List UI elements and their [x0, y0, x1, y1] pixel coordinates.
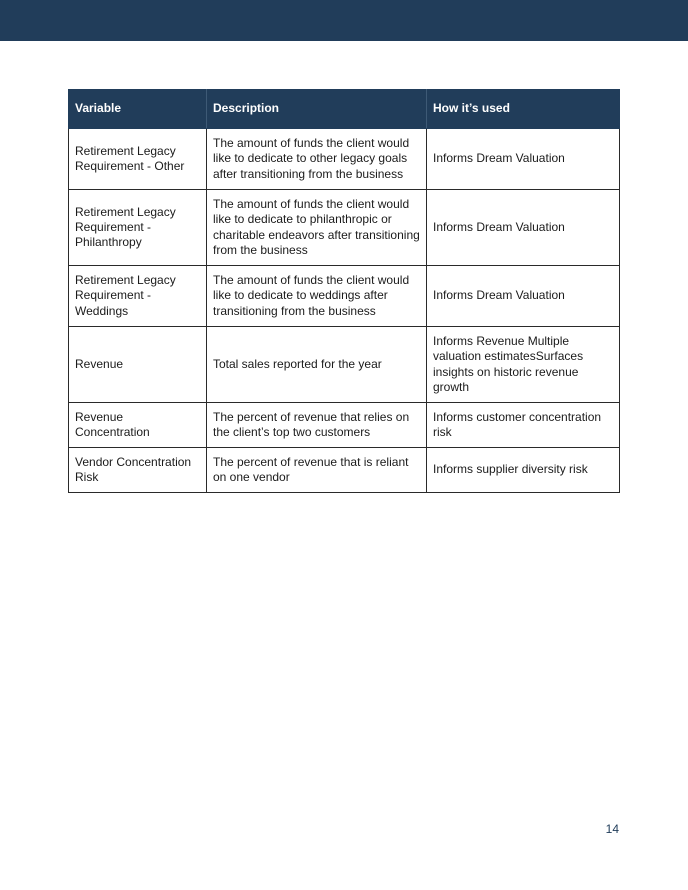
- variable-cell: Retirement Legacy Requirement - Other: [69, 129, 207, 190]
- table-row: [69, 129, 620, 190]
- variable-cell: Retirement Legacy Requirement - Philanthropy: [69, 190, 207, 266]
- usage-cell: Informs Dream Valuation: [427, 266, 620, 327]
- usage-cell: Informs Revenue Multiple valuation estimatesSurfaces insights on historic revenue growth: [427, 327, 620, 403]
- usage-cell: Informs supplier diversity risk: [427, 448, 620, 493]
- variable-cell: Revenue: [69, 327, 207, 403]
- variable-cell: Revenue Concentration: [69, 403, 207, 448]
- description-cell: The percent of revenue that relies on the client’s top two customers: [207, 403, 427, 448]
- variable-cell: Retirement Legacy Requirement - Weddings: [69, 266, 207, 327]
- description-cell: The amount of funds the client would like to dedicate to philanthropic or charitable endeavors after transitioning from the business: [207, 190, 427, 266]
- usage-cell: Informs Dream Valuation: [427, 129, 620, 190]
- description-cell: The amount of funds the client would like to dedicate to weddings after transitioning from the business: [207, 266, 427, 327]
- table-row: [69, 266, 620, 327]
- usage-cell: Informs customer concentration risk: [427, 403, 620, 448]
- table-row: [69, 327, 620, 403]
- column-header-usage: How it’s used: [427, 90, 620, 129]
- variables-table: [68, 89, 620, 493]
- column-header-variable: Variable: [69, 90, 207, 129]
- variable-cell: Vendor Concentration Risk: [69, 448, 207, 493]
- top-header-band: [0, 0, 688, 41]
- description-cell: The percent of revenue that is reliant on one vendor: [207, 448, 427, 493]
- usage-cell: Informs Dream Valuation: [427, 190, 620, 266]
- description-cell: The amount of funds the client would like to dedicate to other legacy goals after transitioning from the business: [207, 129, 427, 190]
- table-header-row: [69, 90, 620, 129]
- table-row: [69, 403, 620, 448]
- page-number: 14: [605, 822, 619, 836]
- table-row: [69, 190, 620, 266]
- description-cell: Total sales reported for the year: [207, 327, 427, 403]
- column-header-description: Description: [207, 90, 427, 129]
- table-row: [69, 448, 620, 493]
